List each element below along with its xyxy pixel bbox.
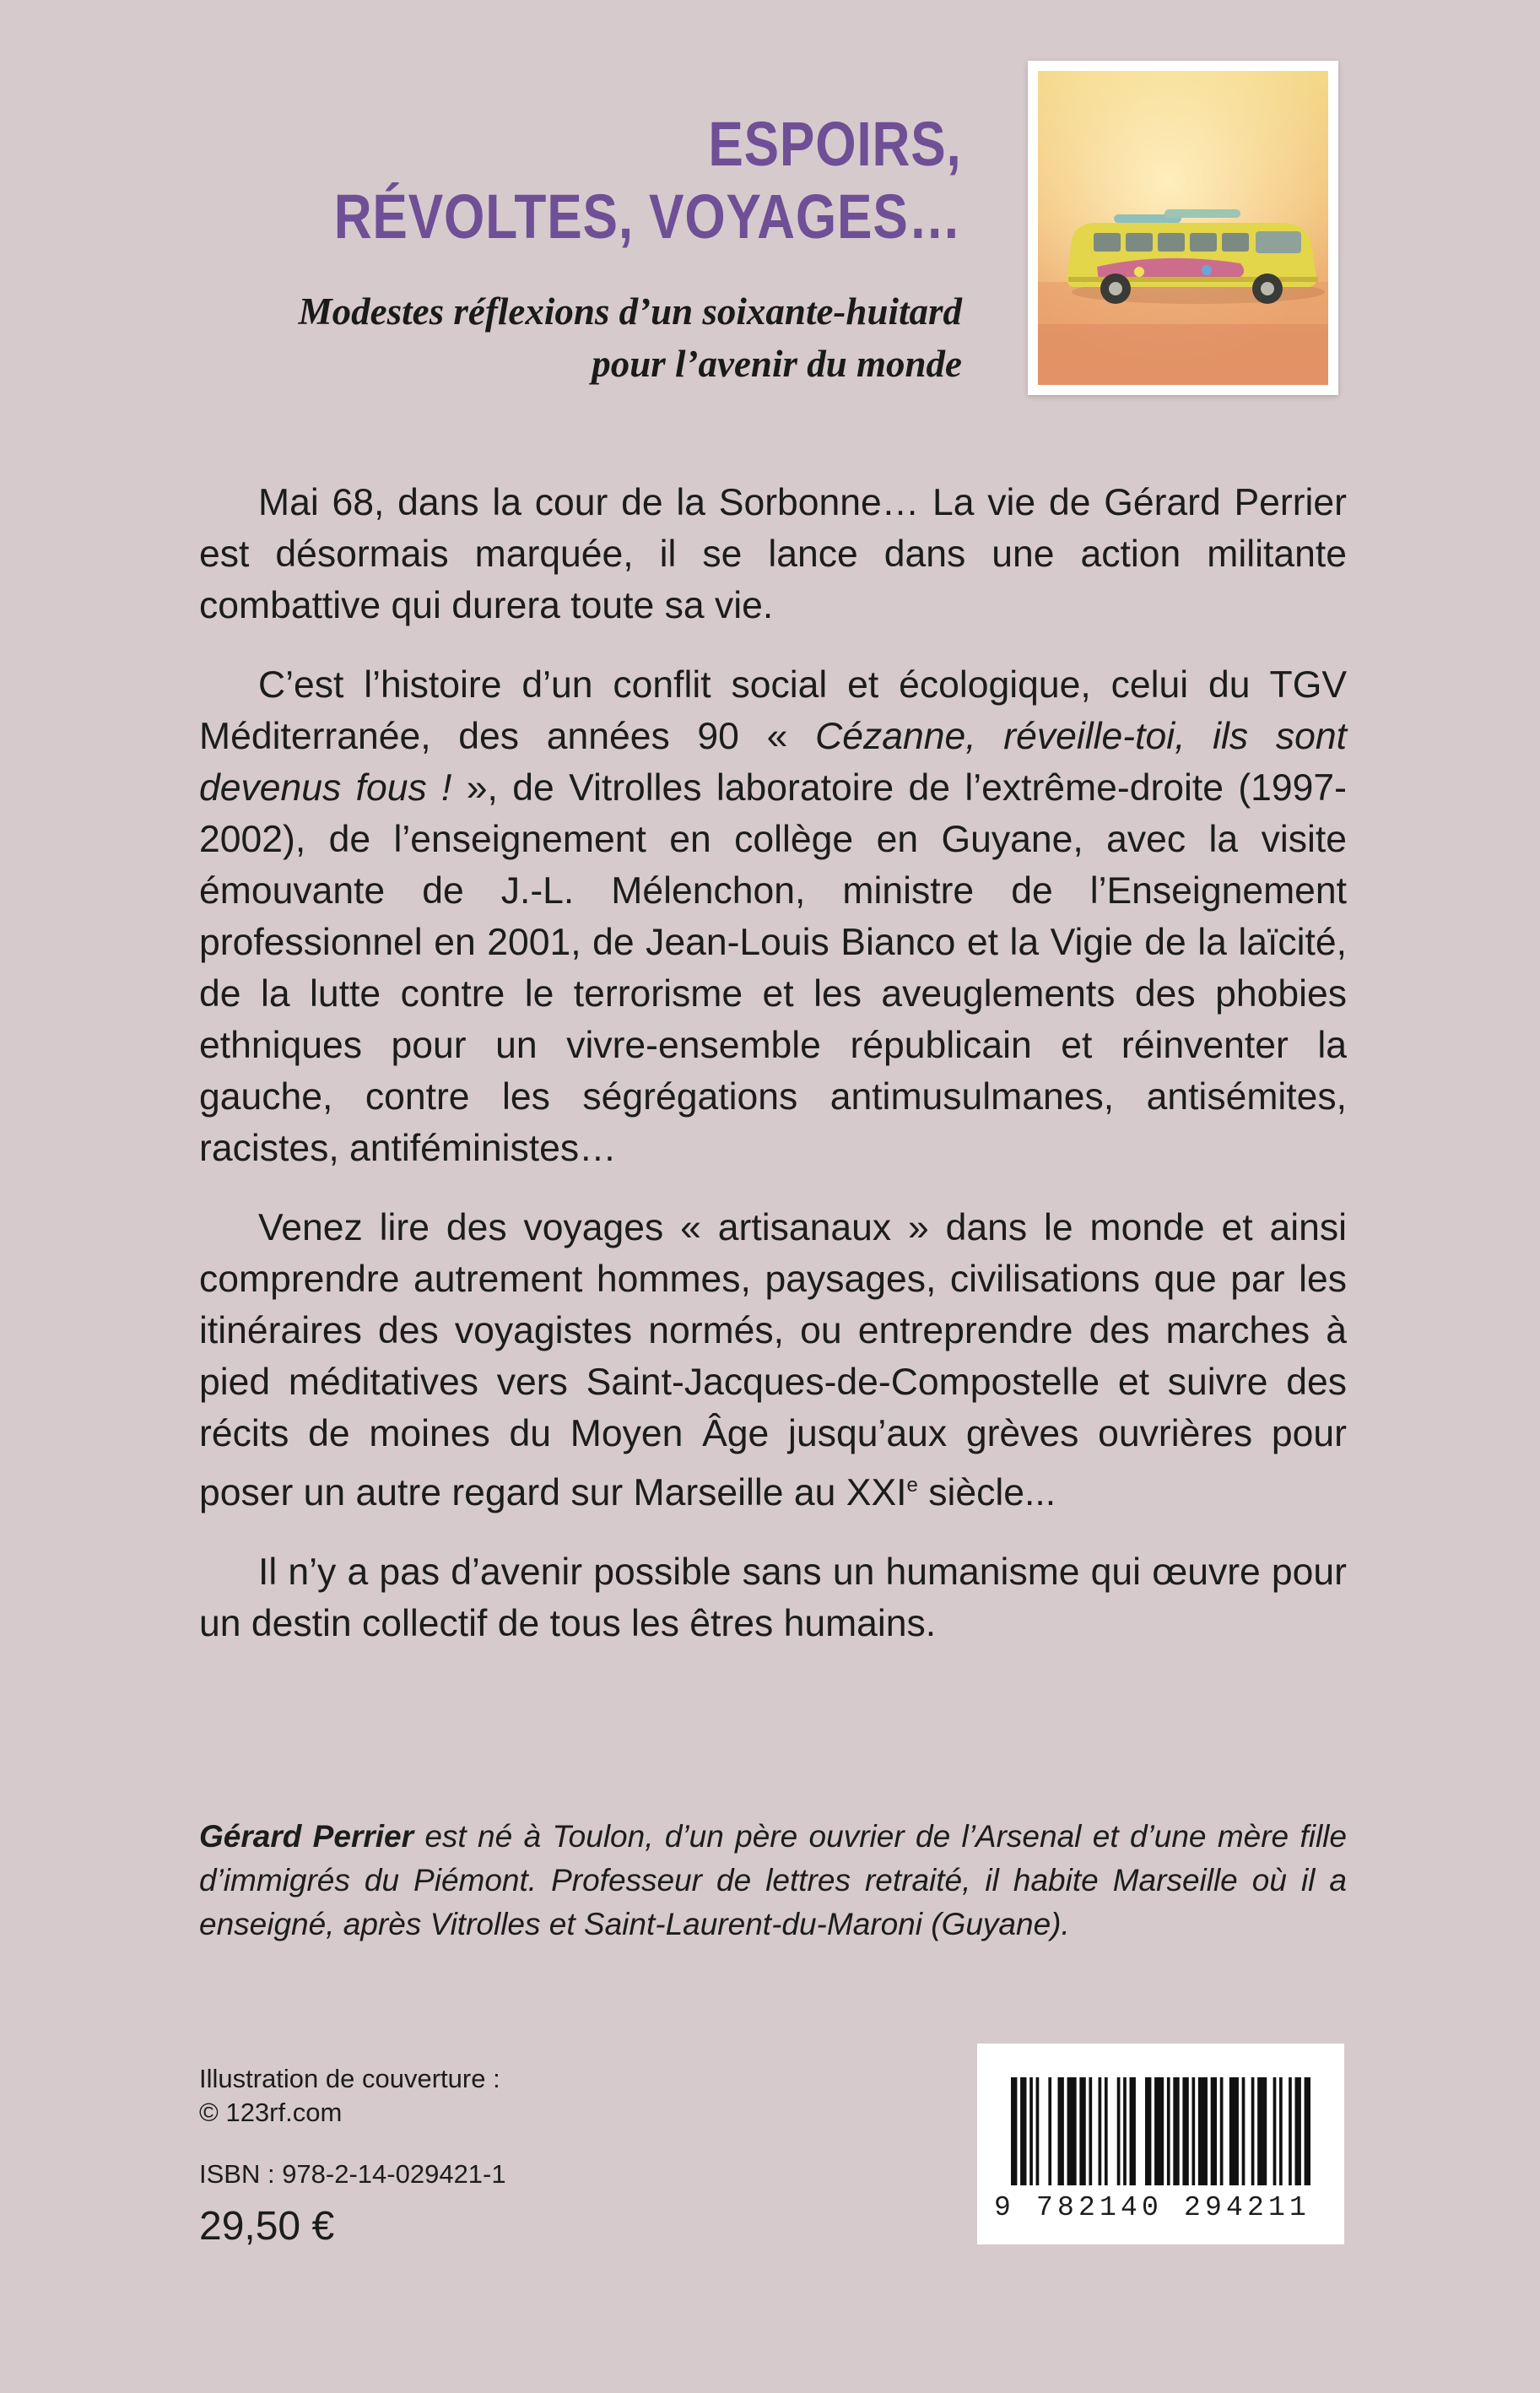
barcode-bar (1257, 2077, 1267, 2185)
hippie-van-illustration (1038, 71, 1328, 385)
subtitle-line-2: pour l’avenir du monde (592, 343, 962, 385)
barcode-digits: 9 782140 294211 (994, 2192, 1311, 2223)
blurb-paragraph-3 (199, 1202, 1347, 1519)
author-bio-text: est né à Toulon, d’un père ouvrier de l’Arsenal et d’une mère fille d’immigrés du Piémont. Professeur de lettres retraité, il habite Marseille où il a enseigné, après Vitrolles et Saint-Laurent-du-Maroni (Guyane). (199, 1819, 1347, 1941)
credit-line-1: Illustration de couverture : (199, 2064, 500, 2093)
barcode-bar (1182, 2077, 1188, 2185)
barcode-bar (1273, 2077, 1277, 2185)
author-bio (199, 1815, 1347, 1946)
barcode-bar (1067, 2077, 1077, 2185)
illustration-credit (199, 2062, 500, 2130)
barcode-bar (1154, 2077, 1164, 2185)
barcode-bar (1089, 2077, 1092, 2185)
barcode-bar (1145, 2077, 1151, 2185)
title-line-2: RÉVOLTES, VOYAGES… (334, 181, 962, 252)
blurb-paragraph-2 (199, 659, 1347, 1174)
barcode-bar (1011, 2077, 1017, 2185)
barcode-bar (1079, 2077, 1085, 2185)
barcode-bar (1029, 2077, 1033, 2185)
barcode-bar (1279, 2077, 1283, 2185)
barcode-bar (1251, 2077, 1255, 2185)
barcode-bar (1167, 2077, 1170, 2185)
barcode-bar (1048, 2077, 1051, 2185)
blurb-paragraph-4: Il n’y a pas d’avenir possible sans un humanisme qui œuvre pour un destin collectif de tous les êtres humains. (199, 1551, 1347, 1644)
book-subtitle (299, 285, 962, 390)
blurb-paragraph-1: Mai 68, dans la cour de la Sorbonne… La vie de Gérard Perrier est désormais marquée, il se lance dans une action militante combattive qui durera toute sa vie. (199, 482, 1347, 626)
barcode-bar (1123, 2077, 1127, 2185)
book-title (334, 108, 962, 253)
barcode-bar (1220, 2077, 1224, 2185)
blurb-quote: Cézanne, réveille-toi, ils sont devenus fous ! (199, 716, 1347, 809)
barcode-bar (1099, 2077, 1102, 2185)
credit-line-2: © 123rf.com (199, 2098, 343, 2127)
barcode-bar (1057, 2077, 1063, 2185)
barcode-bar (1198, 2077, 1208, 2185)
barcode-bar (1305, 2077, 1310, 2185)
barcode-bar (1211, 2077, 1217, 2185)
barcode-bar (1020, 2077, 1026, 2185)
blurb-paragraph-2-end: », de Vitrolles laboratoire de l’extrême-droite (1997-2002), de l’enseignement en collège en Guyane, avec la visite émouvante de J.-L. Mélenchon, ministre de l’Enseignement professionnel en 2001, de Jean-Louis Bianco et la Vigie de la laïcité, de la lutte contre le terrorisme et les aveuglements des phobies ethniques pour un vivre-ensemble républicain et réinventer la gauche, contre les ségrégations antimusulmanes, antisémites, racistes, antiféministes… (199, 767, 1347, 1169)
barcode-bar (1191, 2077, 1195, 2185)
blurb-paragraph-3-start: Venez lire des voyages « artisanaux » dans le monde et ainsi comprendre autrement hommes, paysages, civilisations que par les itinéraires des voyagistes normés, ou entreprendre des marches à pied méditatives vers Saint-Jacques-de-Compostelle et suivre des récits de moines du Moyen Âge jusqu’aux grèves ouvrières pour poser un autre regard sur Marseille au XXI (199, 1207, 1347, 1513)
back-cover-blurb (199, 477, 1347, 1677)
century-superscript: e (906, 1474, 918, 1497)
barcode-bar (1130, 2077, 1136, 2185)
barcode (977, 2044, 1344, 2244)
subtitle-line-1: Modestes réflexions d’un soixante-huitard (298, 290, 962, 333)
isbn: ISBN : 978-2-14-029421-1 (199, 2159, 506, 2189)
barcode-bar (1036, 2077, 1040, 2185)
cover-thumbnail (1028, 61, 1338, 395)
author-name: Gérard Perrier (199, 1819, 413, 1854)
blurb-paragraph-3-end: siècle... (917, 1471, 1056, 1513)
barcode-bars (1011, 2077, 1310, 2185)
barcode-bar (1229, 2077, 1239, 2185)
barcode-bar (1295, 2077, 1301, 2185)
title-line-1: ESPOIRS, (708, 109, 962, 179)
blurb-paragraph-2-start: C’est l’histoire d’un conflit social et écologique, celui du TGV Méditerranée, des années 90 « (199, 664, 1347, 757)
barcode-bar (1289, 2077, 1292, 2185)
barcode-bar (1117, 2077, 1121, 2185)
barcode-bar (1173, 2077, 1179, 2185)
barcode-bar (1105, 2077, 1108, 2185)
barcode-bar (1242, 2077, 1246, 2185)
price: 29,50 € (199, 2204, 335, 2249)
